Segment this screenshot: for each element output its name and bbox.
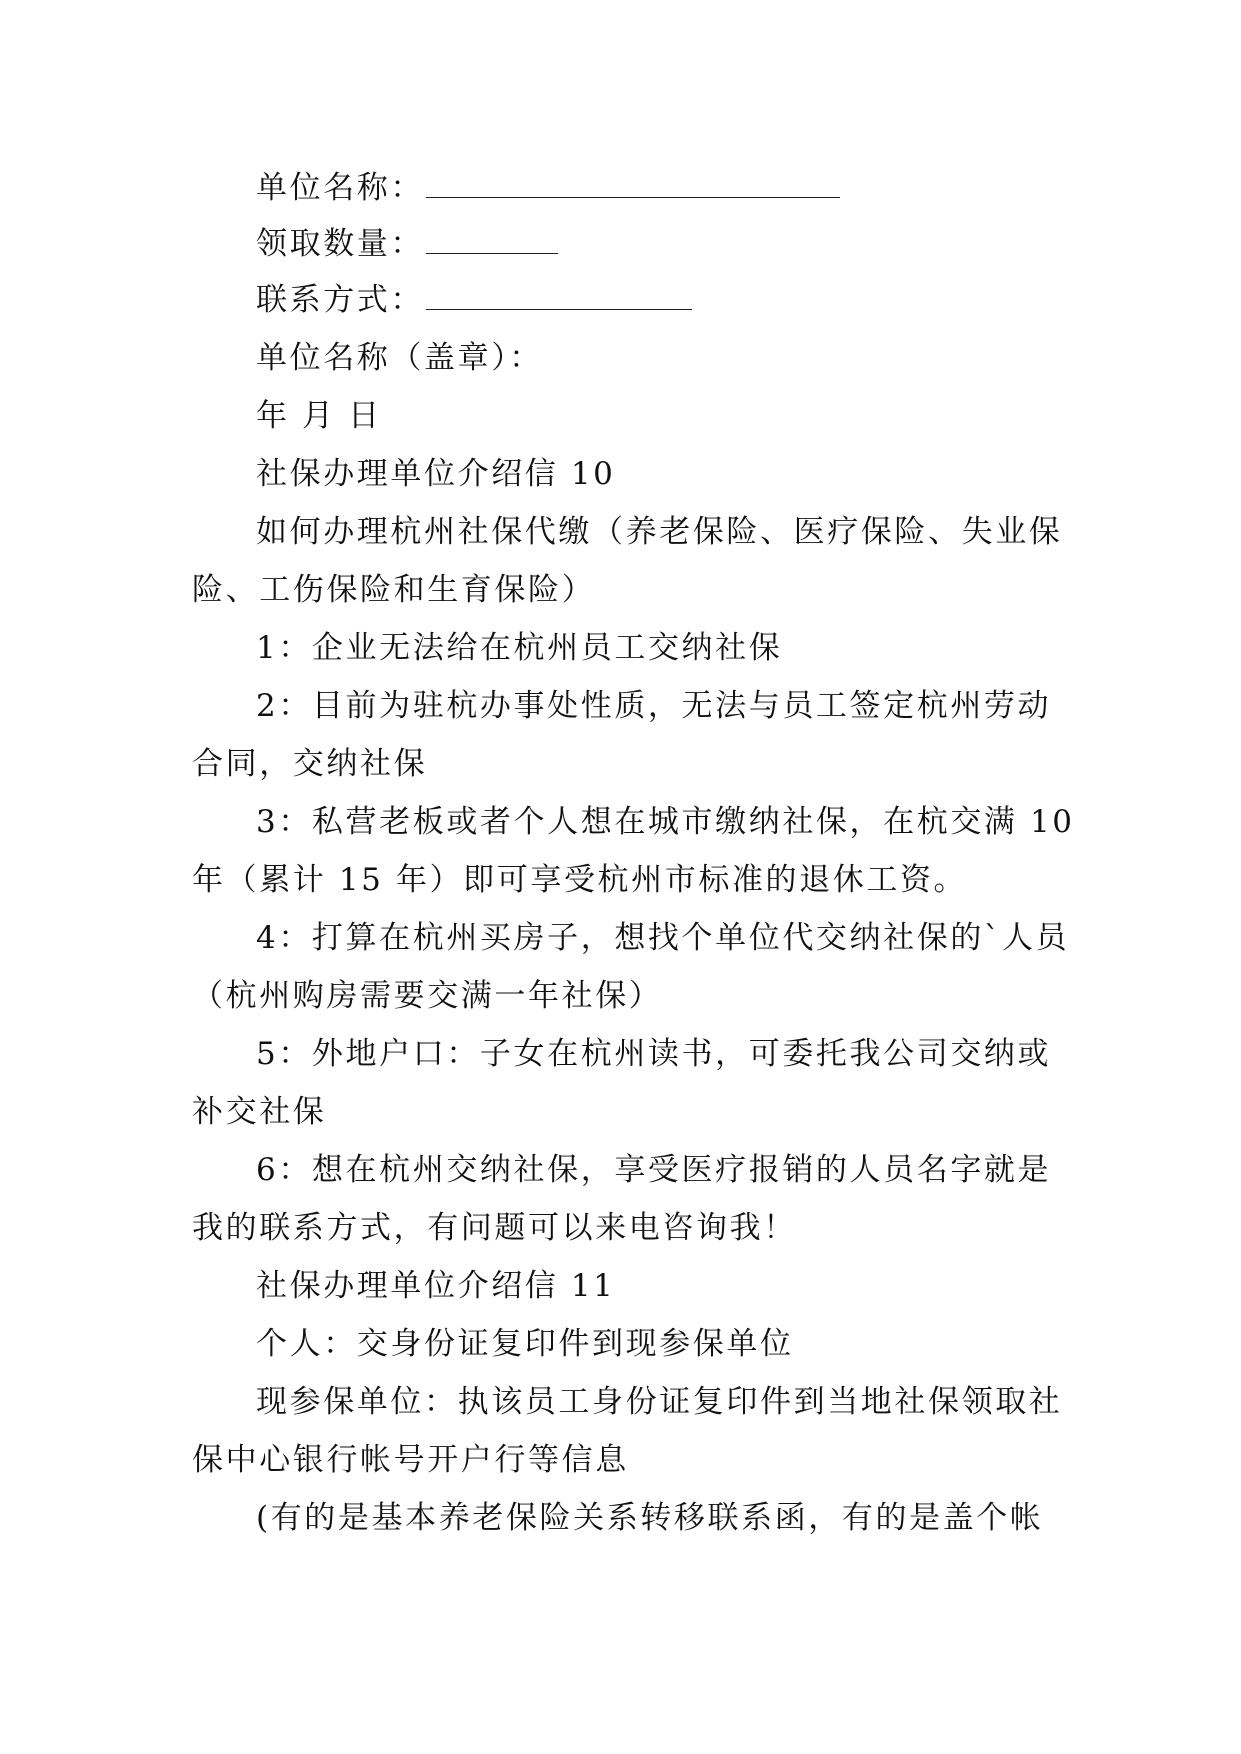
- unit-seal-label: 单位名称（盖章）：: [256, 340, 543, 376]
- item-3-line-1: 3：私营老板或者个人想在城市缴纳社保，在杭交满 10: [256, 804, 1075, 840]
- item-4-line-1: 4：打算在杭州买房子，想找个单位代交纳社保的`人员: [256, 920, 1070, 956]
- section-10-intro-line-2: 险、工伤保险和生育保险）: [192, 572, 596, 608]
- item-2-line-2: 合同，交纳社保: [192, 746, 428, 782]
- item-3-line-2: 年（累计 15 年）即可享受杭州市标准的退休工资。: [192, 862, 968, 898]
- item-5-line-2: 补交社保: [192, 1094, 327, 1130]
- section-11-title: 社保办理单位介绍信 11: [256, 1268, 616, 1304]
- section-10-title: 社保办理单位介绍信 10: [256, 456, 616, 492]
- item-2-line-1: 2：目前为驻杭办事处性质，无法与员工签定杭州劳动: [256, 688, 1052, 724]
- item-5-line-1: 5：外地户口：子女在杭州读书，可委托我公司交纳或: [256, 1036, 1052, 1072]
- quantity-field: [256, 222, 1072, 266]
- item-6-line-1: 6：想在杭州交纳社保，享受医疗报销的人员名字就是: [256, 1152, 1052, 1188]
- section-10-intro-line-1: 如何办理杭州社保代缴（养老保险、医疗保险、失业保: [256, 514, 1063, 550]
- item-4-line-2: （杭州购房需要交满一年社保）: [192, 978, 663, 1014]
- quantity-label: 领取数量：: [256, 226, 424, 262]
- section-11-personal: 个人：交身份证复印件到现参保单位: [256, 1326, 794, 1362]
- unit-name-blank: [426, 171, 840, 198]
- date-line: 年 月 日: [256, 398, 382, 434]
- unit-name-field: [256, 166, 1072, 210]
- contact-label: 联系方式：: [256, 282, 424, 318]
- item-6-line-2: 我的联系方式，有问题可以来电咨询我！: [192, 1210, 797, 1246]
- item-1: 1：企业无法给在杭州员工交纳社保: [256, 630, 783, 666]
- contact-blank: [426, 283, 692, 310]
- section-11-note-line-1: (有的是基本养老保险关系转移联系函，有的是盖个帐: [256, 1500, 1044, 1536]
- section-11-unit-line-2: 保中心银行帐号开户行等信息: [192, 1442, 629, 1478]
- contact-field: [256, 278, 1072, 322]
- quantity-blank: [426, 227, 558, 254]
- section-11-unit-line-1: 现参保单位：执该员工身份证复印件到当地社保领取社: [256, 1384, 1063, 1420]
- unit-name-label: 单位名称：: [256, 170, 424, 206]
